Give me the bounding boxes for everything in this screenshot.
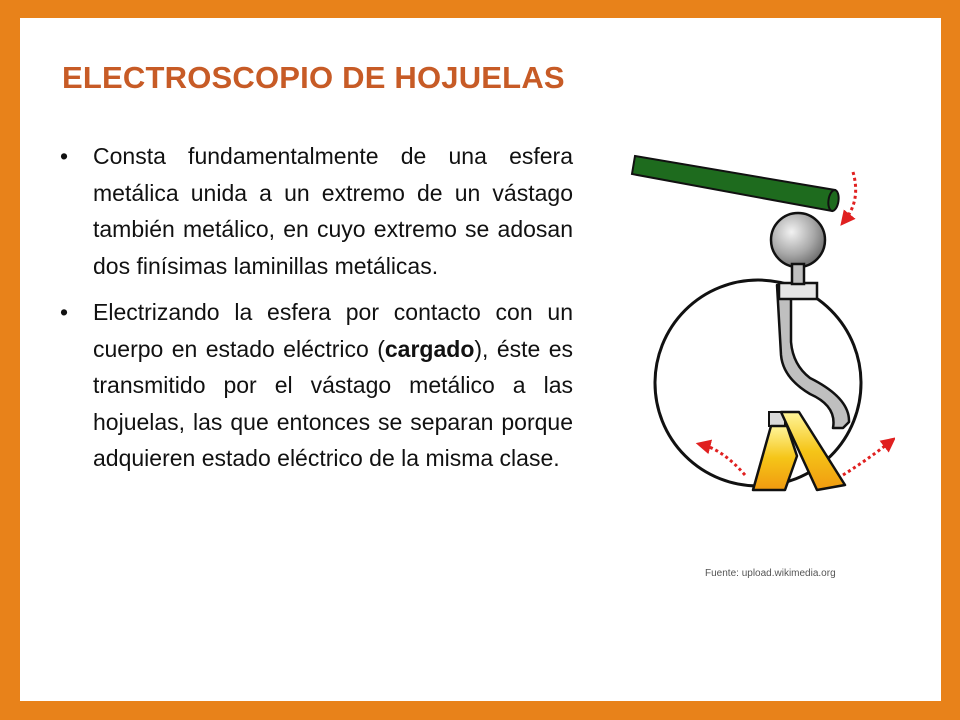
slide-title: ELECTROSCOPIO DE HOJUELAS [62,60,565,95]
bullet-item [60,138,573,284]
bullet-text-after: ), éste es transmitido por el vástago metálico a las hojuelas, las que entonces se separan porque adquieren estado eléctrico de la misma clase. [93,335,573,471]
metal-stem-icon [777,285,849,428]
bullet-list [60,138,573,487]
bullet-text: Consta fundamentalmente de una esfera metálica unida a un extremo de un vástago también metálico, en cuyo extremo se adosan dos finísimas laminillas metálicas. [93,143,573,279]
electroscope-diagram [605,130,895,510]
glass-jar-icon [655,280,861,486]
insulator-collar-icon [779,283,817,299]
bullet-text-bold: cargado [384,335,475,362]
bullet-item [60,294,573,477]
image-credit: Fuente: upload.wikimedia.org [705,568,836,579]
slide [20,18,941,701]
bullet-text-before: Electrizando la esfera por contacto con un cuerpo en estado eléctrico ( [93,299,573,362]
metal-sphere-icon [771,213,825,267]
bullet-text [93,299,573,471]
charged-rod-icon [632,156,840,212]
bullet-symbol: • [60,143,69,169]
stem-neck-icon [792,264,804,284]
bullet-symbol: • [60,299,69,325]
